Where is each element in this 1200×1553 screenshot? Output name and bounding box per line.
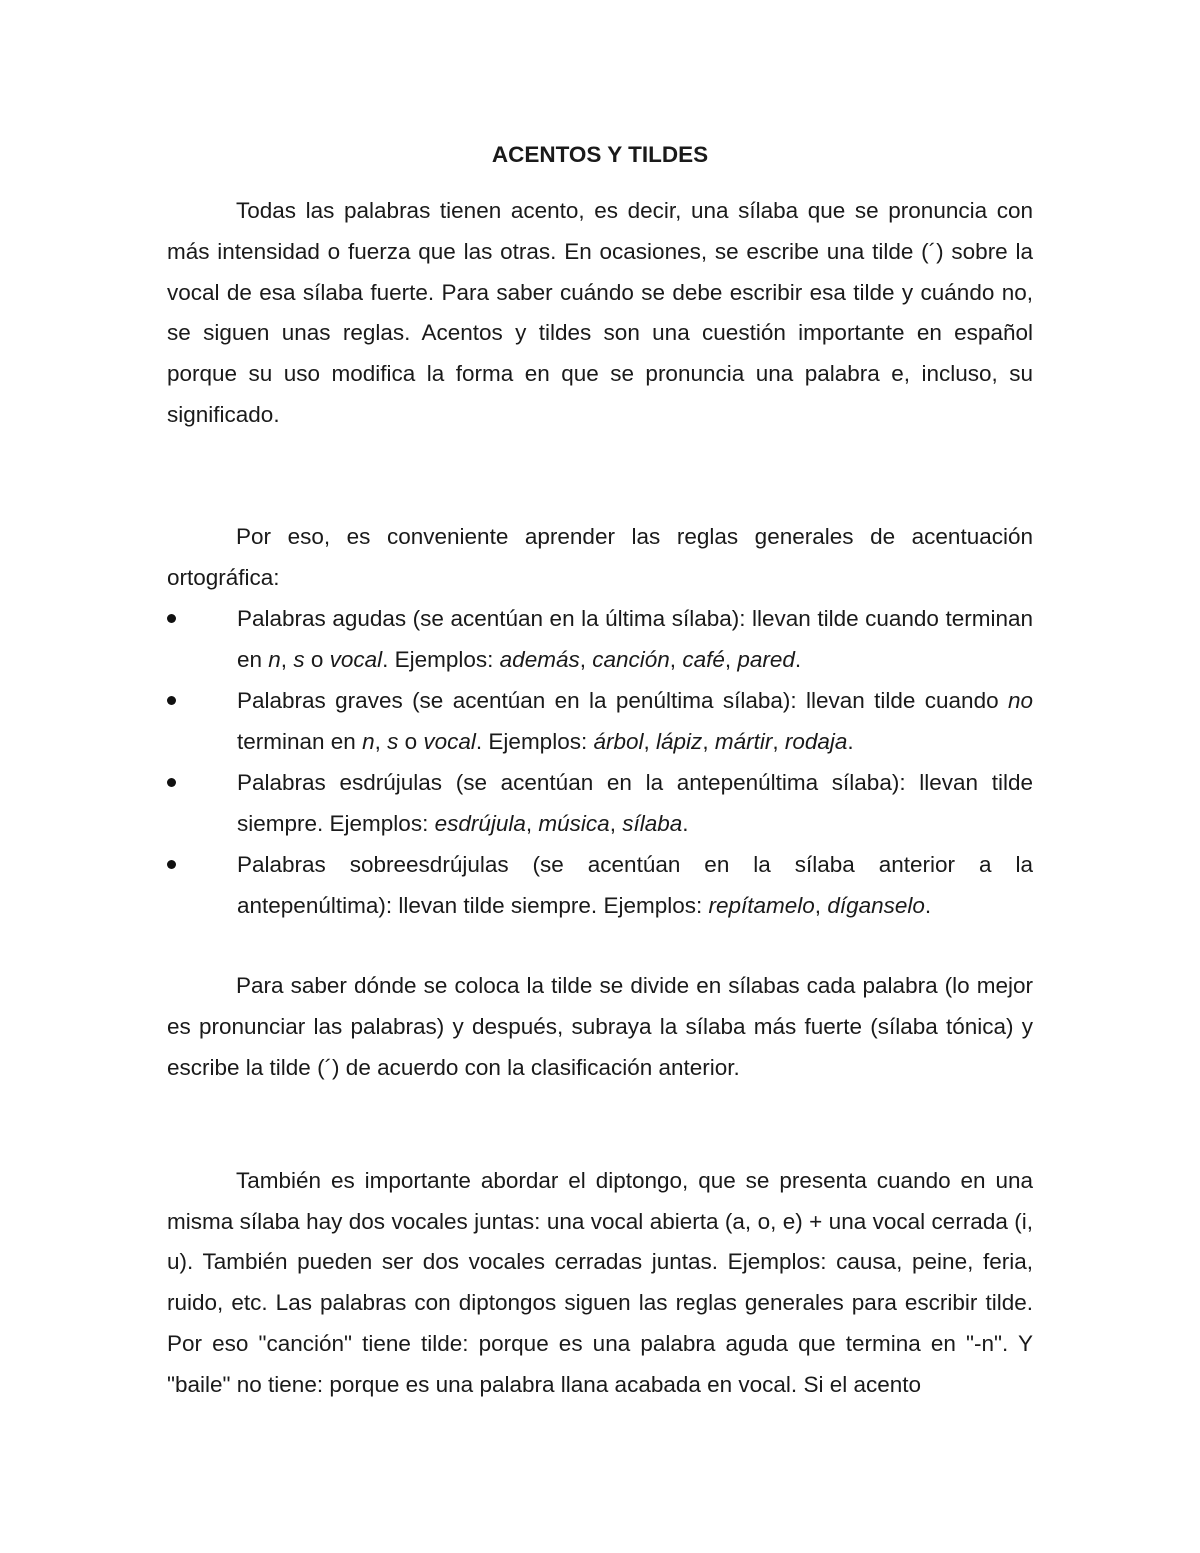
intro-paragraph: Todas las palabras tienen acento, es decir, una sílaba que se pronuncia con más intensidad o fuerza que las otras. En ocasiones, se escribe una tilde (´) sobre la vocal de esa sílaba fuerte. Para saber cuándo se debe escribir esa tilde y cuándo no, se siguen unas reglas. Acentos y tildes son una cuestión importante en español porque su uso modifica la forma en que se pronuncia una palabra e, incluso, su significado.: [167, 198, 1033, 427]
ending-letter: vocal: [423, 729, 476, 755]
bullet-icon: [167, 696, 176, 705]
rule-text: Palabras esdrújulas (se acentúan en la antepenúltima sílaba): llevan tilde siempre. Ejemplos:: [237, 770, 1033, 837]
examples-label: . Ejemplos:: [475, 729, 594, 755]
ending-letter: s: [387, 729, 399, 755]
examples-label: . Ejemplos:: [382, 647, 500, 673]
document-title: ACENTOS Y TILDES: [491, 142, 709, 167]
document-body: [167, 135, 1033, 1406]
connector: o: [304, 647, 330, 673]
example-word: sílaba: [622, 811, 683, 837]
example-word: canción: [592, 647, 670, 673]
example-word: música: [538, 811, 610, 837]
example-word: rodaja: [784, 729, 848, 755]
rule-text: Palabras sobreesdrújulas (se acentúan en la sílaba anterior a la antepenúltima): llevan tilde siempre. Ejemplos:: [237, 852, 1033, 919]
example-word: mártir: [714, 729, 773, 755]
list-item-graves: Palabras graves (se acentúan en la penúltima sílaba): llevan tilde cuando no terminan en n, s o vocal. Ejemplos: árbol, lápiz, mártir, rodaja.: [167, 680, 1033, 762]
example-word: repítamelo: [708, 893, 815, 919]
ending-letter: s: [293, 647, 305, 673]
accent-rules-list: [167, 598, 1033, 926]
example-word: además: [499, 647, 580, 673]
ending-letter: n: [268, 647, 281, 673]
example-word: lápiz: [656, 729, 703, 755]
rules-intro-paragraph: Por eso, es conveniente aprender las reglas generales de acentuación ortográfica:: [167, 523, 1033, 590]
list-item-esdrujulas: Palabras esdrújulas (se acentúan en la antepenúltima sílaba): llevan tilde siempre. Ejemplos: esdrújula, música, sílaba.: [167, 762, 1033, 844]
connector: o: [398, 729, 424, 755]
separator: ,: [280, 647, 294, 673]
rule-text: terminan en: [237, 729, 363, 755]
separator: ,: [374, 729, 388, 755]
diphthong-paragraph: También es importante abordar el diptongo, que se presenta cuando en una misma sílaba hay dos vocales juntas: una vocal abierta (a, o, e) + una vocal cerrada (i, u). También pueden ser dos vocales cerradas juntas. Ejemplos: causa, peine, feria, ruido, etc. Las palabras con diptongos siguen las reglas generales para escribir tilde. Por eso "canción" tiene tilde: porque es una palabra aguda que termina en "-n". Y "baile" no tiene: porque es una palabra llana acabada en vocal. Si el acento: [167, 1167, 1033, 1397]
list-item-agudas: Palabras agudas (se acentúan en la última sílaba): llevan tilde cuando terminan en n, s o vocal. Ejemplos: además, canción, café, pared.: [167, 598, 1033, 680]
example-word: díganselo: [827, 893, 925, 919]
syllable-method-paragraph: Para saber dónde se coloca la tilde se divide en sílabas cada palabra (lo mejor es pronunciar las palabras) y después, subraya la sílaba más fuerte (sílaba tónica) y escribe la tilde (´) de acuerdo con la clasificación anterior.: [167, 973, 1033, 1080]
example-word: café: [682, 647, 725, 673]
example-word: esdrújula: [434, 811, 526, 837]
ending-letter: n: [362, 729, 375, 755]
negation: no: [1007, 688, 1033, 714]
example-word: árbol: [593, 729, 644, 755]
rule-text: Palabras graves (se acentúan en la penúltima sílaba): llevan tilde cuando: [237, 688, 1008, 714]
bullet-icon: [167, 614, 176, 623]
list-item-sobreesdrujulas: Palabras sobreesdrújulas (se acentúan en la sílaba anterior a la antepenúltima): llevan tilde siempre. Ejemplos: repítamelo, díganselo.: [167, 844, 1033, 926]
example-word: pared: [737, 647, 795, 673]
bullet-icon: [167, 778, 176, 787]
ending-letter: vocal: [329, 647, 383, 673]
bullet-icon: [167, 860, 176, 869]
rule-text: Palabras agudas (se acentúan en la última sílaba): llevan tilde cuando terminan en: [237, 606, 1033, 673]
